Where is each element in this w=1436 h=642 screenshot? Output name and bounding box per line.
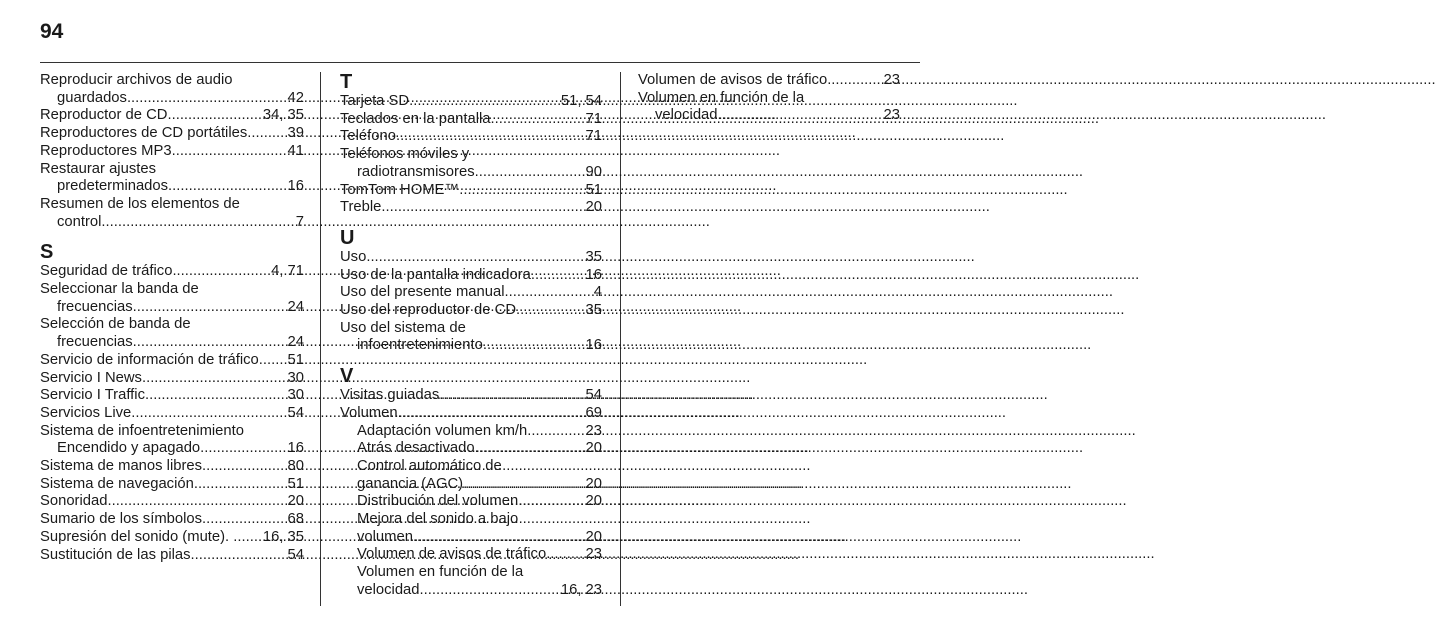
index-entry (40, 440, 304, 458)
page-reference: 51, 54 (560, 93, 602, 109)
dot-leader (409, 93, 560, 111)
index-entry (340, 493, 602, 511)
dot-leader (483, 337, 585, 355)
index-entry-heading: Reproducir archivos de audio (40, 72, 233, 88)
index-term: control (57, 213, 102, 230)
dot-leader (463, 476, 584, 494)
page-reference: 80 (287, 458, 304, 475)
index-entry (340, 128, 602, 146)
dot-leader (194, 476, 287, 494)
page-reference: 35 (585, 248, 602, 265)
dot-leader (516, 302, 585, 320)
page-reference: 51 (585, 181, 602, 198)
index-term: Volumen (340, 404, 398, 421)
index-entry (40, 511, 304, 529)
page-reference: 23 (883, 107, 900, 124)
index-entry-heading: Seleccionar la banda de (40, 281, 199, 298)
index-term: radiotransmisores (357, 163, 475, 180)
page-reference: 51 (287, 351, 304, 368)
page-reference: 7 (295, 213, 304, 230)
index-term: frecuencias (57, 334, 133, 351)
index-term: Sistema de manos libres (40, 458, 203, 475)
dot-leader (237, 529, 261, 547)
page-reference: 16, 35 (262, 528, 304, 545)
index-term: Uso del reproductor de CD (340, 302, 517, 319)
index-entry-heading: Selección de banda de (40, 316, 191, 333)
index-entry (340, 423, 602, 441)
index-entry-heading: Volumen en función de la (357, 564, 524, 581)
index-term: Sustitución de las pilas (40, 546, 191, 563)
index-entry (40, 178, 304, 196)
index-term: Uso (340, 248, 367, 265)
index-term: Servicio de información de tráfico (40, 351, 259, 368)
page-reference: 71 (585, 128, 602, 145)
index-column-1 (40, 72, 304, 564)
page-reference: 34, 35 (262, 107, 304, 124)
dot-leader (133, 334, 287, 352)
index-entry (40, 125, 304, 143)
index-term: Volumen de avisos de tráfico (357, 546, 547, 563)
index-term: Sistema de navegación (40, 475, 194, 492)
index-entry-heading: Restaurar ajustes (40, 160, 156, 177)
index-entry (40, 263, 304, 281)
index-entry-heading: Uso del sistema de (340, 319, 466, 336)
dot-leader (191, 547, 287, 565)
index-entry (40, 299, 304, 317)
index-entry (40, 405, 304, 423)
page-reference: 24 (287, 334, 304, 351)
index-entry (40, 493, 304, 511)
page-reference: 51 (287, 475, 304, 492)
index-term: Servicios Live (40, 404, 132, 421)
dot-leader (366, 249, 584, 267)
dot-leader (142, 370, 287, 388)
section-letter: T (340, 71, 353, 93)
dot-leader (475, 440, 585, 458)
index-term: Distribución del volumen (357, 493, 519, 510)
dot-leader (475, 164, 585, 182)
page-reference: 41 (287, 142, 304, 159)
index-term: Encendido y apagado (57, 440, 201, 457)
dot-leader (259, 352, 287, 370)
index-term: Adaptación volumen km/h (357, 422, 528, 439)
index-term: velocidad (655, 107, 718, 124)
index-entry (340, 405, 602, 423)
index-term: Sumario de los símbolos (40, 511, 203, 528)
index-entry (340, 111, 602, 129)
index-term: Uso de la pantalla indicadora (340, 266, 531, 283)
page-reference: 30 (287, 369, 304, 386)
index-term: volumen (357, 528, 413, 545)
page-reference: 16 (585, 337, 602, 354)
index-entry (340, 440, 602, 458)
index-entry (340, 337, 602, 355)
page-reference: 23 (585, 422, 602, 439)
dot-leader (200, 440, 286, 458)
dot-leader (398, 405, 585, 423)
index-entry (340, 529, 602, 547)
index-column-2 (340, 72, 602, 600)
page-reference: 16 (287, 178, 304, 195)
page-reference: 35 (585, 302, 602, 319)
page-reference: 42 (287, 89, 304, 106)
dot-leader (527, 423, 584, 441)
page-reference: 39 (287, 125, 304, 142)
section-letter: V (340, 365, 354, 388)
index-entry (340, 199, 602, 217)
index-entry (40, 387, 304, 405)
page-reference: 30 (287, 387, 304, 404)
index-entry (340, 476, 602, 494)
index-term: Treble (340, 199, 382, 216)
dot-leader (531, 267, 585, 285)
dot-leader (505, 284, 593, 302)
page-reference: 23 (585, 546, 602, 563)
index-term: infoentretenimiento (357, 337, 483, 354)
page-reference: 20 (585, 199, 602, 216)
index-entry (340, 267, 602, 285)
page-number: 94 (40, 20, 64, 43)
dot-leader (396, 128, 585, 146)
index-entry (40, 547, 304, 565)
index-entry (340, 284, 602, 302)
section-letter: S (40, 241, 54, 264)
dot-leader (413, 529, 585, 547)
page-reference: 20 (585, 528, 602, 545)
index-term: Reproductor de CD (40, 107, 168, 124)
index-term: guardados (57, 89, 127, 106)
index-term: ganancia (AGC) (357, 475, 464, 492)
dot-leader (420, 582, 560, 600)
index-entry (638, 107, 900, 125)
index-entry (40, 476, 304, 494)
page-reference: 71 (585, 110, 602, 127)
dot-leader (101, 214, 294, 232)
index-entry (340, 182, 602, 200)
index-entry (40, 352, 304, 370)
dot-leader (518, 493, 584, 511)
index-term: Teléfono (340, 128, 396, 145)
index-term: velocidad (357, 581, 420, 598)
index-term: Tarjeta SD (340, 93, 410, 109)
page-reference: 4, 71 (271, 263, 304, 280)
index-entry (40, 334, 304, 352)
index-entry-heading: Sistema de infoentretenimiento (40, 422, 244, 439)
page-reference: 4 (593, 284, 602, 301)
index-entry (340, 302, 602, 320)
dot-leader (168, 178, 286, 196)
page-reference: 20 (585, 475, 602, 492)
dot-leader (459, 182, 584, 200)
index-term: Servicio I News (40, 369, 142, 386)
page-reference: 54 (585, 387, 602, 404)
index-term: Uso del presente manual (340, 284, 505, 301)
index-entry (40, 90, 304, 108)
index-entry (340, 93, 602, 111)
page-reference: 54 (287, 546, 304, 563)
page-reference: 16, 23 (560, 581, 602, 598)
page-reference: 16 (585, 266, 602, 283)
dot-leader (202, 458, 287, 476)
index-entry (40, 370, 304, 388)
index-entry (340, 546, 602, 564)
index-entry (40, 143, 304, 161)
index-entry-heading: Teléfonos móviles y (340, 146, 470, 163)
dot-leader (133, 299, 287, 317)
dot-leader (172, 143, 287, 161)
index-term: Visitas guiadas (340, 387, 440, 404)
index-term: Volumen de avisos de tráfico (638, 72, 828, 88)
index-entry (40, 214, 304, 232)
index-term: Reproductores de CD portátiles (40, 125, 248, 142)
page-reference: 68 (287, 511, 304, 528)
page-reference: 20 (585, 440, 602, 457)
page-reference: 20 (585, 493, 602, 510)
index-entry (340, 582, 602, 600)
index-entry (40, 458, 304, 476)
dot-leader (827, 72, 882, 90)
index-term: frecuencias (57, 298, 133, 315)
page-reference: 20 (287, 493, 304, 510)
index-term: TomTom HOME™ (340, 181, 460, 198)
page-reference: 24 (287, 298, 304, 315)
header-rule (40, 62, 920, 63)
index-term: predeterminados (57, 178, 169, 195)
dot-leader (546, 546, 584, 564)
dot-leader (172, 263, 270, 281)
dot-leader (381, 199, 584, 217)
dot-leader (718, 107, 883, 125)
index-entry (638, 72, 900, 90)
dot-leader (127, 90, 287, 108)
dot-leader (145, 387, 287, 405)
index-term: Sonoridad (40, 493, 108, 510)
dot-leader (439, 387, 584, 405)
index-term: Reproductores MP3 (40, 142, 172, 159)
index-entry-heading: Volumen en función de la (638, 89, 805, 106)
index-term: Teclados en la pantalla (340, 110, 491, 127)
dot-leader (107, 493, 286, 511)
page-reference: 69 (585, 404, 602, 421)
index-entry (40, 529, 304, 547)
index-entry (340, 387, 602, 405)
page-reference: 23 (883, 72, 900, 88)
index-entry (40, 107, 304, 125)
index-entry-heading: Resumen de los elementos de (40, 195, 240, 212)
index-entry-heading: Mejora del sonido a bajo (357, 511, 519, 528)
dot-leader (131, 405, 286, 423)
dot-leader (491, 111, 585, 129)
index-term: Supresión del sonido (mute). . (40, 528, 238, 545)
index-term: Atrás desactivado (357, 440, 475, 457)
index-column-3 (638, 72, 900, 125)
page-reference: 16 (287, 440, 304, 457)
index-entry-heading: Control automático de (357, 457, 502, 474)
page-reference: 54 (287, 404, 304, 421)
dot-leader (202, 511, 287, 529)
index-entry (340, 164, 602, 182)
dot-leader (247, 125, 286, 143)
section-letter: U (340, 226, 355, 249)
index-entry (340, 249, 602, 267)
index-term: Seguridad de tráfico (40, 263, 173, 280)
index-term: Servicio I Traffic (40, 387, 145, 404)
dot-leader (167, 107, 261, 125)
page-reference: 90 (585, 163, 602, 180)
